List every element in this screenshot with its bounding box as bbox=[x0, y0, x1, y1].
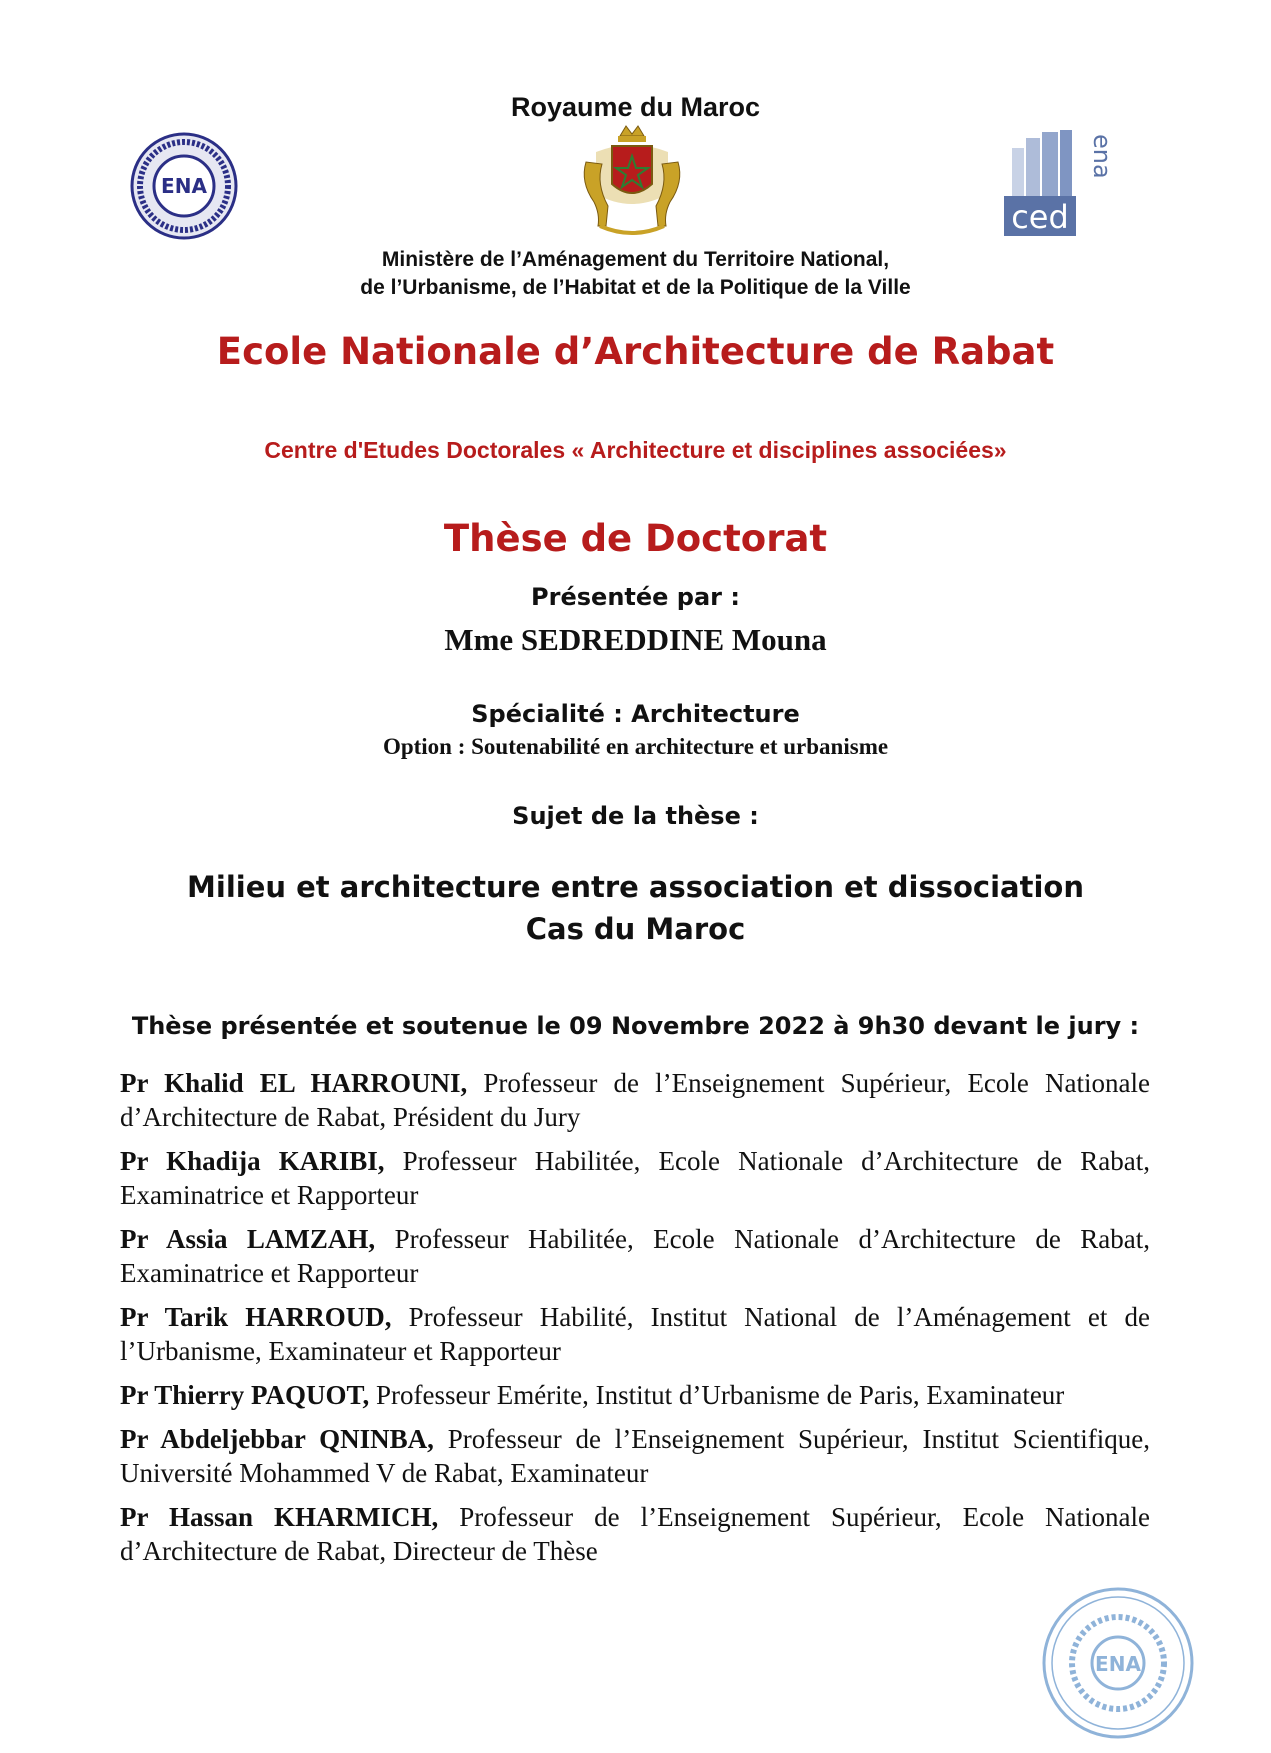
school-title: Ecole Nationale d’Architecture de Rabat bbox=[216, 330, 1055, 373]
jury-member-name: Pr Assia LAMZAH, bbox=[120, 1224, 376, 1254]
subject-label: Sujet de la thèse : bbox=[512, 802, 759, 830]
doctoral-center: Centre d'Etudes Doctorales « Architecture et disciplines associées» bbox=[264, 437, 1007, 463]
jury-member bbox=[120, 1222, 1150, 1290]
jury-member-details: Professeur de l’Enseignement Supérieur, Ecole Nationale d’Architecture de Rabat, Directeur de Thèse bbox=[120, 1502, 1151, 1566]
ena-logo-text: ENA bbox=[161, 174, 207, 198]
jury-member-details: Professeur de l’Enseignement Supérieur, Ecole Nationale d’Architecture de Rabat, Président du Jury bbox=[120, 1068, 1150, 1132]
ministry-block bbox=[0, 246, 1271, 302]
author-name: Mme SEDREDDINE Mouna bbox=[444, 622, 827, 657]
jury-member-name: Pr Tarik HARROUD, bbox=[120, 1302, 392, 1332]
jury-member bbox=[120, 1422, 1150, 1490]
subject-line-2: Cas du Maroc bbox=[525, 912, 746, 946]
jury-member-name: Pr Thierry PAQUOT, bbox=[120, 1380, 370, 1410]
jury-member-details: Professeur de l’Enseignement Supérieur, Institut Scientifique, Université Mohammed V de Rabat, Examinateur bbox=[120, 1424, 1151, 1488]
jury-member bbox=[120, 1144, 1150, 1212]
ministry-line-1: Ministère de l’Aménagement du Territoire National, bbox=[381, 248, 890, 271]
thesis-title: Thèse de Doctorat bbox=[443, 517, 828, 560]
ena-round-stamp-icon bbox=[1038, 1583, 1198, 1743]
moroccan-coat-of-arms-icon bbox=[576, 122, 688, 242]
presented-by-label: Présentée par : bbox=[531, 583, 740, 611]
jury-member-details: Professeur Habilitée, Ecole Nationale d’Architecture de Rabat, Examinatrice et Rapporteur bbox=[120, 1146, 1150, 1210]
defense-statement: Thèse présentée et soutenue le 09 Novembre 2022 à 9h30 devant le jury : bbox=[131, 1012, 1140, 1040]
subject-line-1: Milieu et architecture entre association et dissociation bbox=[187, 870, 1084, 904]
ced-ena-logo-icon bbox=[1000, 128, 1116, 240]
svg-text:ENA: ENA bbox=[1095, 1652, 1141, 1676]
ced-logo-side-text: ena bbox=[1088, 134, 1116, 179]
jury-member-name: Pr Hassan KHARMICH, bbox=[120, 1502, 439, 1532]
jury-member-details: Professeur Emérite, Institut d’Urbanisme de Paris, Examinateur bbox=[375, 1380, 1065, 1410]
ministry-line-2: de l’Urbanisme, de l’Habitat et de la Politique de la Ville bbox=[360, 276, 911, 299]
option: Option : Soutenabilité en architecture et urbanisme bbox=[382, 734, 889, 759]
jury-member bbox=[120, 1300, 1150, 1368]
jury-member-details: Professeur Habilité, Institut National de l’Aménagement et de l’Urbanisme, Examinateur et Rapporteur bbox=[120, 1302, 1151, 1366]
jury-member bbox=[120, 1500, 1150, 1568]
specialty: Spécialité : Architecture bbox=[471, 700, 800, 728]
jury-member bbox=[120, 1066, 1150, 1134]
thesis-subject bbox=[0, 866, 1271, 950]
jury-member-name: Pr Khalid EL HARROUNI, bbox=[120, 1068, 468, 1098]
ced-logo-text: ced bbox=[1011, 198, 1069, 236]
ena-logo-icon bbox=[128, 130, 240, 242]
kingdom-header: Royaume du Maroc bbox=[510, 92, 761, 122]
jury-member-name: Pr Abdeljebbar QNINBA, bbox=[120, 1424, 434, 1454]
jury-list bbox=[120, 1066, 1150, 1578]
jury-member-details: Professeur Habilitée, Ecole Nationale d’Architecture de Rabat, Examinatrice et Rapporteur bbox=[120, 1224, 1151, 1288]
jury-member-name: Pr Khadija KARIBI, bbox=[120, 1146, 385, 1176]
jury-member bbox=[120, 1378, 1150, 1412]
